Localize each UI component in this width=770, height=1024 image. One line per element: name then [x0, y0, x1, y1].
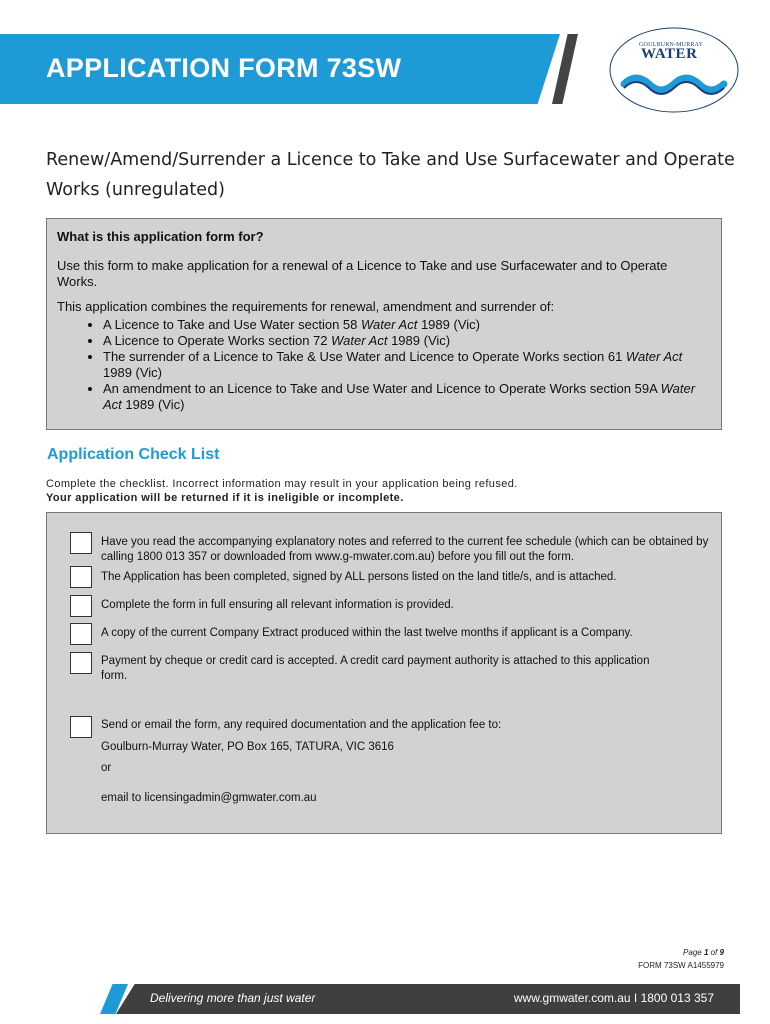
- or-label: or: [101, 762, 112, 774]
- footer-tagline: Delivering more than just water: [150, 991, 316, 1005]
- checklist-heading: Application Check List: [47, 446, 220, 463]
- info-paragraph-1: Use this form to make application for a renewal of a Licence to Take and use Surfacewater and to Operate Works.: [57, 258, 668, 289]
- list-item: • A Licence to Take and Use Water section 58 Water Act 1989 (Vic): [103, 317, 711, 333]
- checkbox-form-complete[interactable]: [70, 595, 92, 617]
- checklist-item-label: Have you read the accompanying explanatory notes and referred to the current fee schedule (which can be obtained by calling 1800 013 357 or downloaded from www.g-mwater.com.au) before you fill out the form.: [101, 536, 709, 563]
- checklist-item-label: Send or email the form, any required documentation and the application fee to:: [101, 719, 502, 731]
- checklist-note: Complete the checklist. Incorrect information may result in your application being refused.: [46, 478, 518, 490]
- checkbox-read-notes[interactable]: [70, 532, 92, 554]
- footer-contact: www.gmwater.com.au I 1800 013 357: [513, 991, 714, 1005]
- checklist-warning: Your application will be returned if it is ineligible or incomplete.: [46, 492, 404, 504]
- logo-org-line: GOULBURN-MURRAY: [639, 42, 704, 48]
- checklist-item-label: Complete the form in full ensuring all relevant information is provided.: [101, 599, 454, 611]
- list-item: • An amendment to an Licence to Take and Use Water and Licence to Operate Works section 59A Water Act 1989 (Vic): [103, 381, 711, 413]
- email-address: email to licensingadmin@gmwater.com.au: [101, 792, 317, 804]
- checklist-box: [46, 512, 722, 834]
- form-reference: FORM 73SW A1455979: [638, 961, 724, 970]
- info-question: What is this application form for?: [57, 229, 264, 244]
- checklist-item-label: The Application has been completed, signed by ALL persons listed on the land title/s, and is attached.: [101, 571, 617, 583]
- checklist-item-label: Payment by cheque or credit card is accepted. A credit card payment authority is attached to this application form.: [101, 655, 650, 682]
- checkbox-send-form[interactable]: [70, 716, 92, 738]
- checklist-item-label: A copy of the current Company Extract produced within the last twelve months if applicant is a Company.: [101, 627, 633, 639]
- info-paragraph-2: This application combines the requirements for renewal, amendment and surrender of:: [57, 299, 555, 314]
- checkbox-application-completed[interactable]: [70, 566, 92, 588]
- checkbox-payment[interactable]: [70, 652, 92, 674]
- checkbox-company-extract[interactable]: [70, 623, 92, 645]
- gmw-logo: [604, 22, 744, 118]
- postal-address: Goulburn-Murray Water, PO Box 165, TATURA, VIC 3616: [101, 741, 394, 753]
- page-subtitle: Renew/Amend/Surrender a Licence to Take and Use Surfacewater and Operate Works (unregulated): [46, 150, 735, 200]
- form-title: APPLICATION FORM 73SW: [46, 53, 402, 83]
- page-number: Page 1 of 9: [683, 948, 724, 957]
- info-box: [46, 218, 722, 430]
- list-item: • A Licence to Operate Works section 72 Water Act 1989 (Vic): [103, 333, 711, 349]
- logo-name: WATER: [641, 46, 698, 62]
- info-bullet-list: [57, 317, 711, 413]
- list-item: • The surrender of a Licence to Take & Use Water and Licence to Operate Works section 61 Water Act 1989 (Vic): [103, 349, 711, 381]
